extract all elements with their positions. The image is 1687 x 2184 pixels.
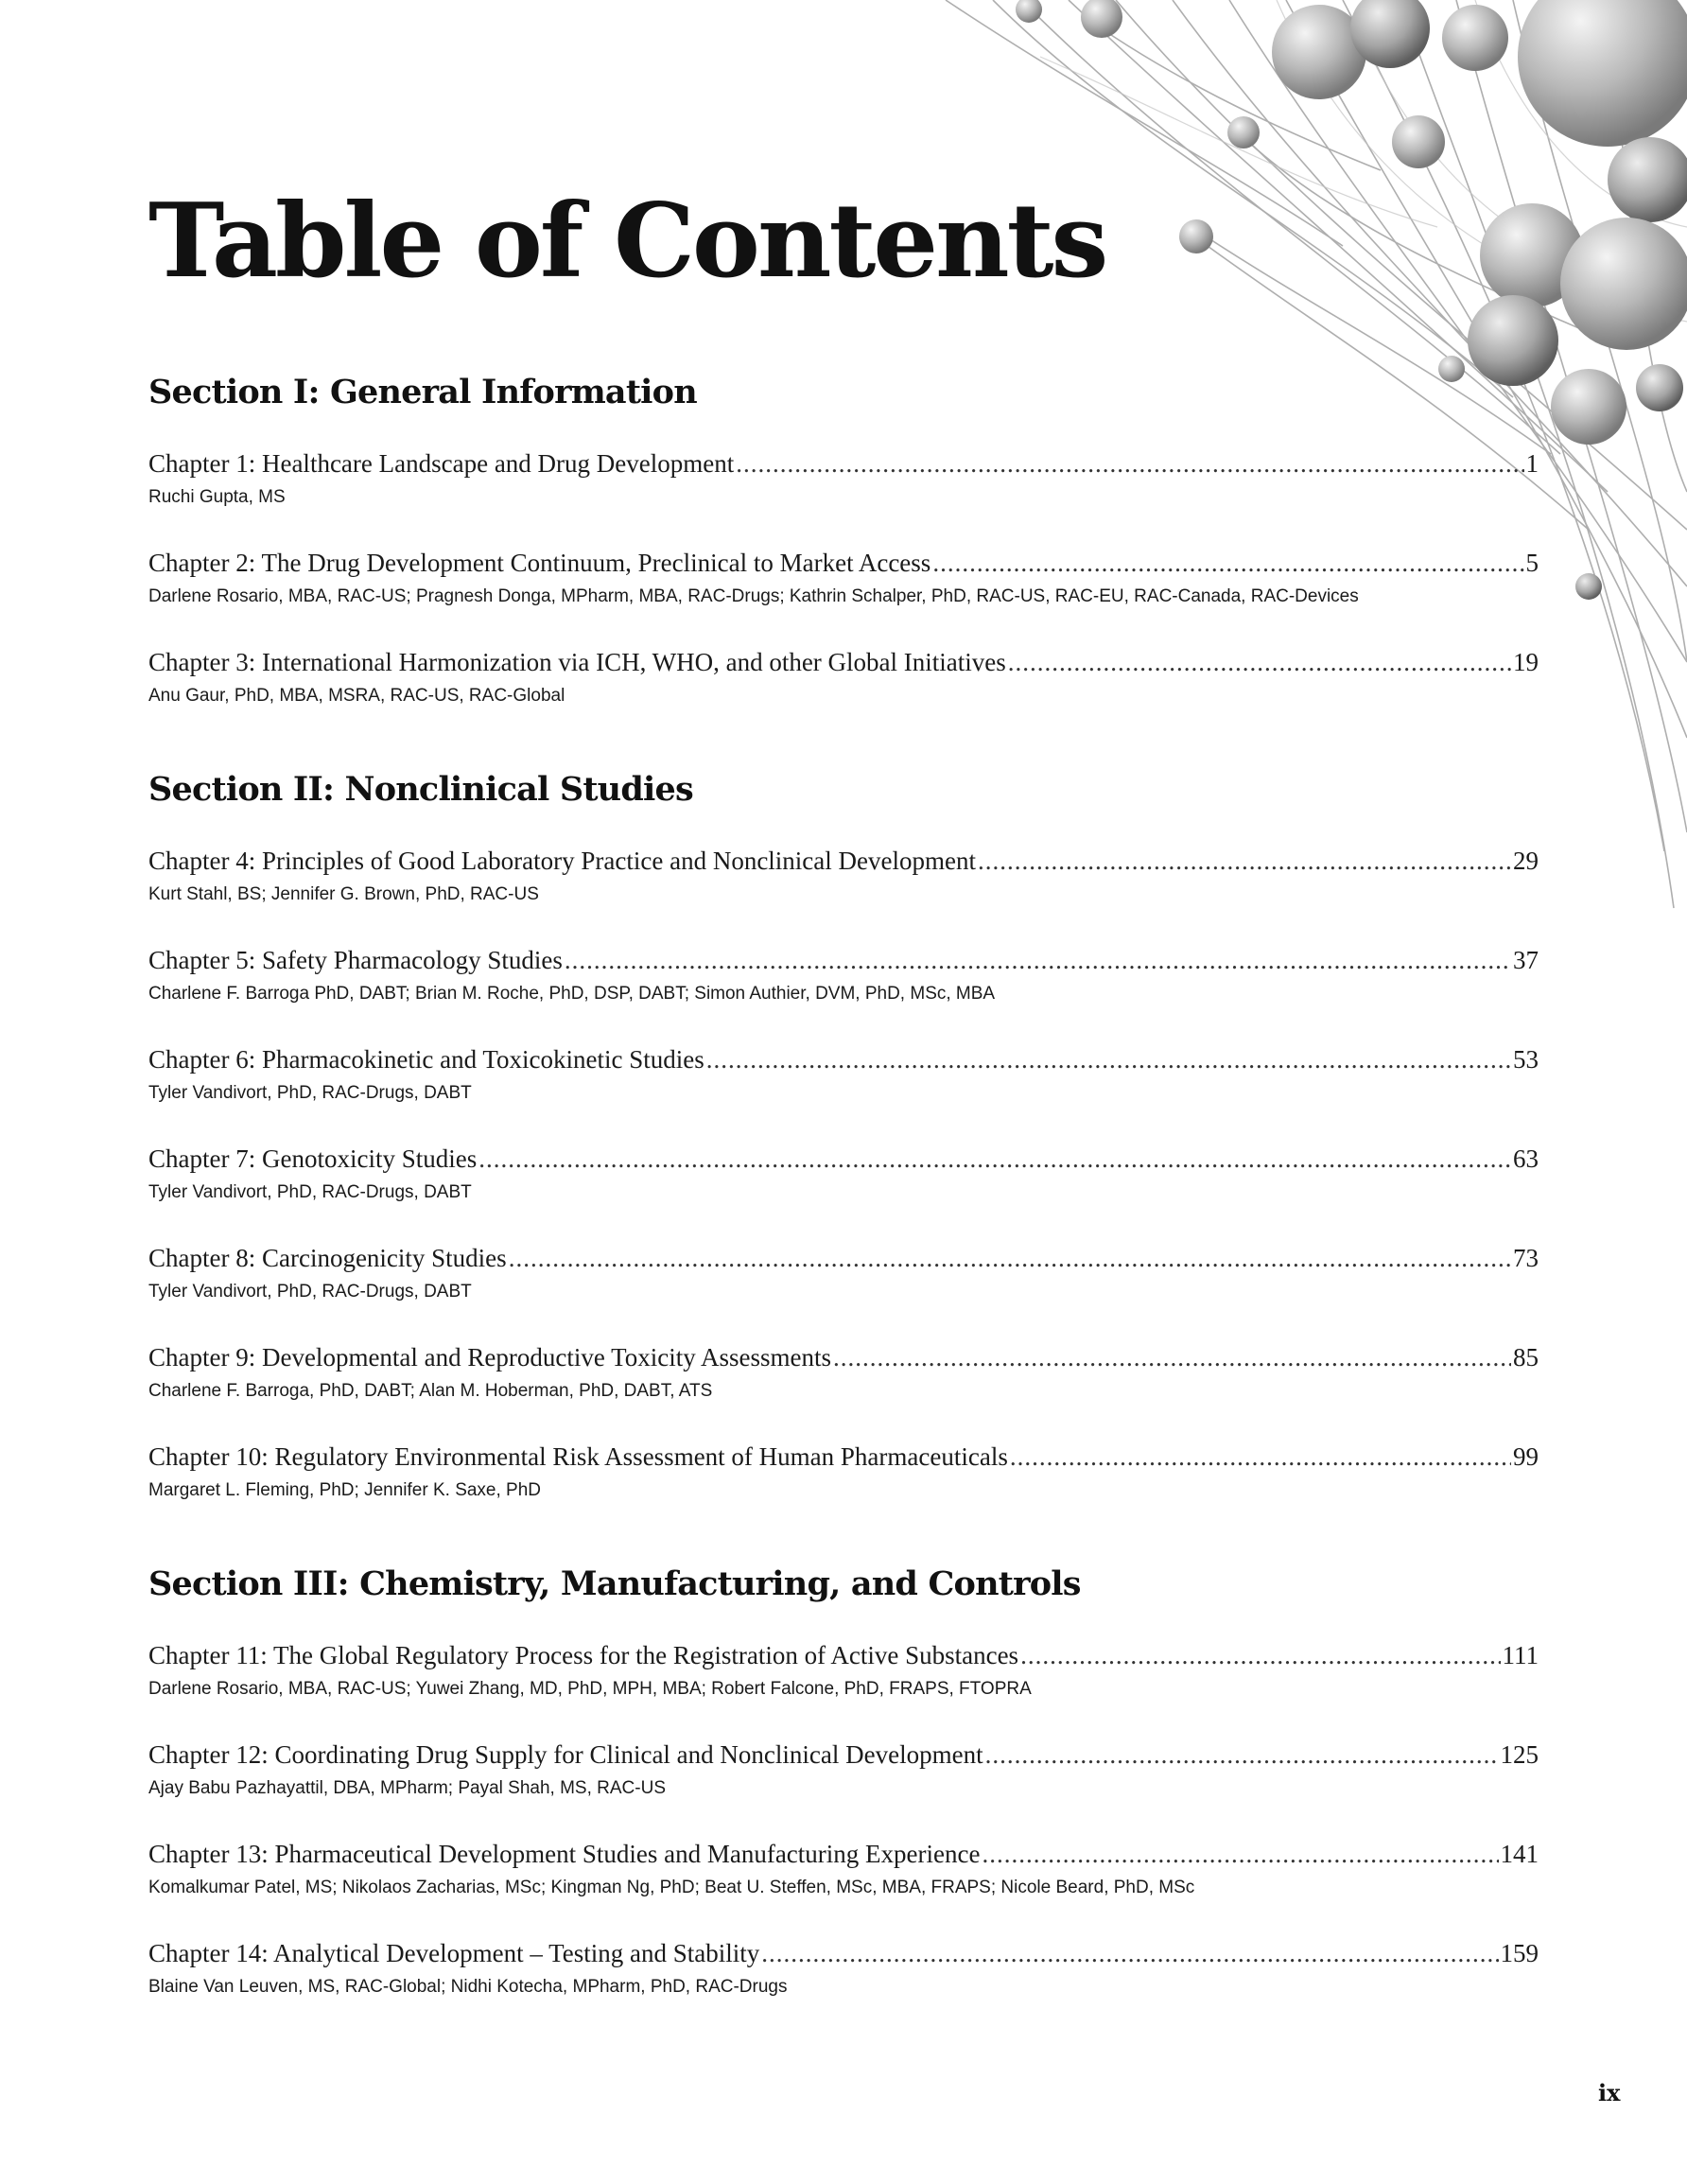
- chapter-page-number: 19: [1513, 648, 1539, 676]
- toc-entry-chapter-2[interactable]: [148, 546, 1539, 610]
- chapter-authors: Tyler Vandivort, PhD, RAC-Drugs, DABT: [148, 1182, 472, 1202]
- chapter-authors: Kurt Stahl, BS; Jennifer G. Brown, PhD, RAC-US: [148, 884, 539, 904]
- chapter-authors: Charlene F. Barroga PhD, DABT; Brian M. Roche, PhD, DSP, DABT; Simon Authier, DVM, PhD, MSc, MBA: [148, 984, 996, 1004]
- toc-entry-chapter-7[interactable]: [148, 1142, 1539, 1206]
- toc-entry-chapter-6[interactable]: [148, 1042, 1539, 1107]
- dot-leader: [1020, 1638, 1500, 1672]
- toc-entry-chapter-4[interactable]: [148, 844, 1539, 908]
- dot-leader: [478, 1142, 1511, 1176]
- dot-leader: [932, 546, 1523, 580]
- chapter-title: Chapter 14: Analytical Development – Testing and Stability: [148, 1939, 760, 1967]
- chapter-authors: Anu Gaur, PhD, MBA, MSRA, RAC-US, RAC-Global: [148, 686, 565, 706]
- chapter-title: Chapter 9: Developmental and Reproductive Toxicity Assessments: [148, 1343, 831, 1372]
- page-number: ix: [1598, 2079, 1621, 2106]
- section-heading-chemistry-manufacturing-controls: Section III: Chemistry, Manufacturing, and Controls: [148, 1564, 1081, 1603]
- dot-leader: [982, 1837, 1498, 1871]
- dot-leader: [706, 1042, 1511, 1076]
- toc-entry-chapter-14[interactable]: [148, 1936, 1539, 2001]
- chapter-authors: Margaret L. Fleming, PhD; Jennifer K. Saxe, PhD: [148, 1480, 542, 1500]
- dot-leader: [1008, 645, 1511, 679]
- toc-entry-chapter-12[interactable]: [148, 1738, 1539, 1802]
- chapter-authors: Tyler Vandivort, PhD, RAC-Drugs, DABT: [148, 1282, 472, 1302]
- chapter-title: Chapter 3: International Harmonization via ICH, WHO, and other Global Initiatives: [148, 648, 1006, 676]
- chapter-page-number: 99: [1513, 1442, 1539, 1471]
- chapter-title: Chapter 10: Regulatory Environmental Risk Assessment of Human Pharmaceuticals: [148, 1442, 1008, 1471]
- toc-entry-chapter-3[interactable]: [148, 645, 1539, 709]
- chapter-authors: Darlene Rosario, MBA, RAC-US; Pragnesh Donga, MPharm, MBA, RAC-Drugs; Kathrin Schalper, PhD, RAC-US, RAC-EU, RAC-Canada, RAC-Devices: [148, 586, 1359, 606]
- chapter-authors: Charlene F. Barroga, PhD, DABT; Alan M. Hoberman, PhD, DABT, ATS: [148, 1381, 713, 1401]
- dot-leader: [1010, 1440, 1511, 1474]
- chapter-page-number: 63: [1513, 1144, 1539, 1173]
- chapter-title: Chapter 8: Carcinogenicity Studies: [148, 1244, 507, 1272]
- section-heading-nonclinical-studies: Section II: Nonclinical Studies: [148, 770, 693, 809]
- dot-leader: [509, 1241, 1511, 1275]
- toc-entry-chapter-13[interactable]: [148, 1837, 1539, 1901]
- dot-leader: [761, 1936, 1498, 1970]
- page-title: Table of Contents: [148, 182, 1106, 301]
- chapter-title: Chapter 6: Pharmacokinetic and Toxicokinetic Studies: [148, 1045, 704, 1074]
- toc-entry-chapter-11[interactable]: [148, 1638, 1539, 1703]
- chapter-page-number: 159: [1500, 1939, 1539, 1967]
- chapter-title: Chapter 5: Safety Pharmacology Studies: [148, 946, 563, 974]
- chapter-page-number: 73: [1513, 1244, 1539, 1272]
- toc-entry-chapter-8[interactable]: [148, 1241, 1539, 1305]
- chapter-title: Chapter 13: Pharmaceutical Development Studies and Manufacturing Experience: [148, 1840, 981, 1868]
- chapter-authors: Ajay Babu Pazhayattil, DBA, MPharm; Payal Shah, MS, RAC-US: [148, 1778, 666, 1798]
- chapter-page-number: 111: [1502, 1641, 1539, 1669]
- chapter-title: Chapter 4: Principles of Good Laboratory Practice and Nonclinical Development: [148, 847, 976, 875]
- toc-entry-chapter-5[interactable]: [148, 943, 1539, 1007]
- toc-entry-chapter-9[interactable]: [148, 1340, 1539, 1405]
- section-heading-general-information: Section I: General Information: [148, 373, 697, 411]
- chapter-page-number: 53: [1513, 1045, 1539, 1074]
- chapter-authors: Tyler Vandivort, PhD, RAC-Drugs, DABT: [148, 1083, 472, 1103]
- chapter-authors: Ruchi Gupta, MS: [148, 487, 286, 507]
- dot-leader: [565, 943, 1511, 977]
- chapter-authors: Komalkumar Patel, MS; Nikolaos Zacharias, MSc; Kingman Ng, PhD; Beat U. Steffen, MSc, MBA, FRAPS; Nicole Beard, PhD, MSc: [148, 1878, 1195, 1897]
- chapter-page-number: 5: [1525, 549, 1539, 577]
- chapter-title: Chapter 1: Healthcare Landscape and Drug Development: [148, 449, 735, 478]
- chapter-authors: Darlene Rosario, MBA, RAC-US; Yuwei Zhang, MD, PhD, MPH, MBA; Robert Falcone, PhD, FRAPS, FTOPRA: [148, 1679, 1032, 1699]
- chapter-title: Chapter 12: Coordinating Drug Supply for Clinical and Nonclinical Development: [148, 1740, 983, 1769]
- dot-leader: [978, 844, 1511, 878]
- toc-entry-chapter-1[interactable]: [148, 446, 1539, 511]
- dot-leader: [833, 1340, 1511, 1374]
- chapter-page-number: 37: [1513, 946, 1539, 974]
- chapter-authors: Blaine Van Leuven, MS, RAC-Global; Nidhi Kotecha, MPharm, PhD, RAC-Drugs: [148, 1977, 788, 1997]
- chapter-page-number: 141: [1500, 1840, 1539, 1868]
- chapter-title: Chapter 2: The Drug Development Continuum, Preclinical to Market Access: [148, 549, 931, 577]
- chapter-page-number: 1: [1525, 449, 1539, 478]
- chapter-title: Chapter 7: Genotoxicity Studies: [148, 1144, 478, 1173]
- toc-entry-chapter-10[interactable]: [148, 1440, 1539, 1504]
- dot-leader: [985, 1738, 1499, 1772]
- chapter-page-number: 85: [1513, 1343, 1539, 1372]
- chapter-page-number: 125: [1500, 1740, 1539, 1769]
- dot-leader: [736, 446, 1523, 480]
- chapter-title: Chapter 11: The Global Regulatory Process for the Registration of Active Substances: [148, 1641, 1019, 1669]
- chapter-page-number: 29: [1513, 847, 1539, 875]
